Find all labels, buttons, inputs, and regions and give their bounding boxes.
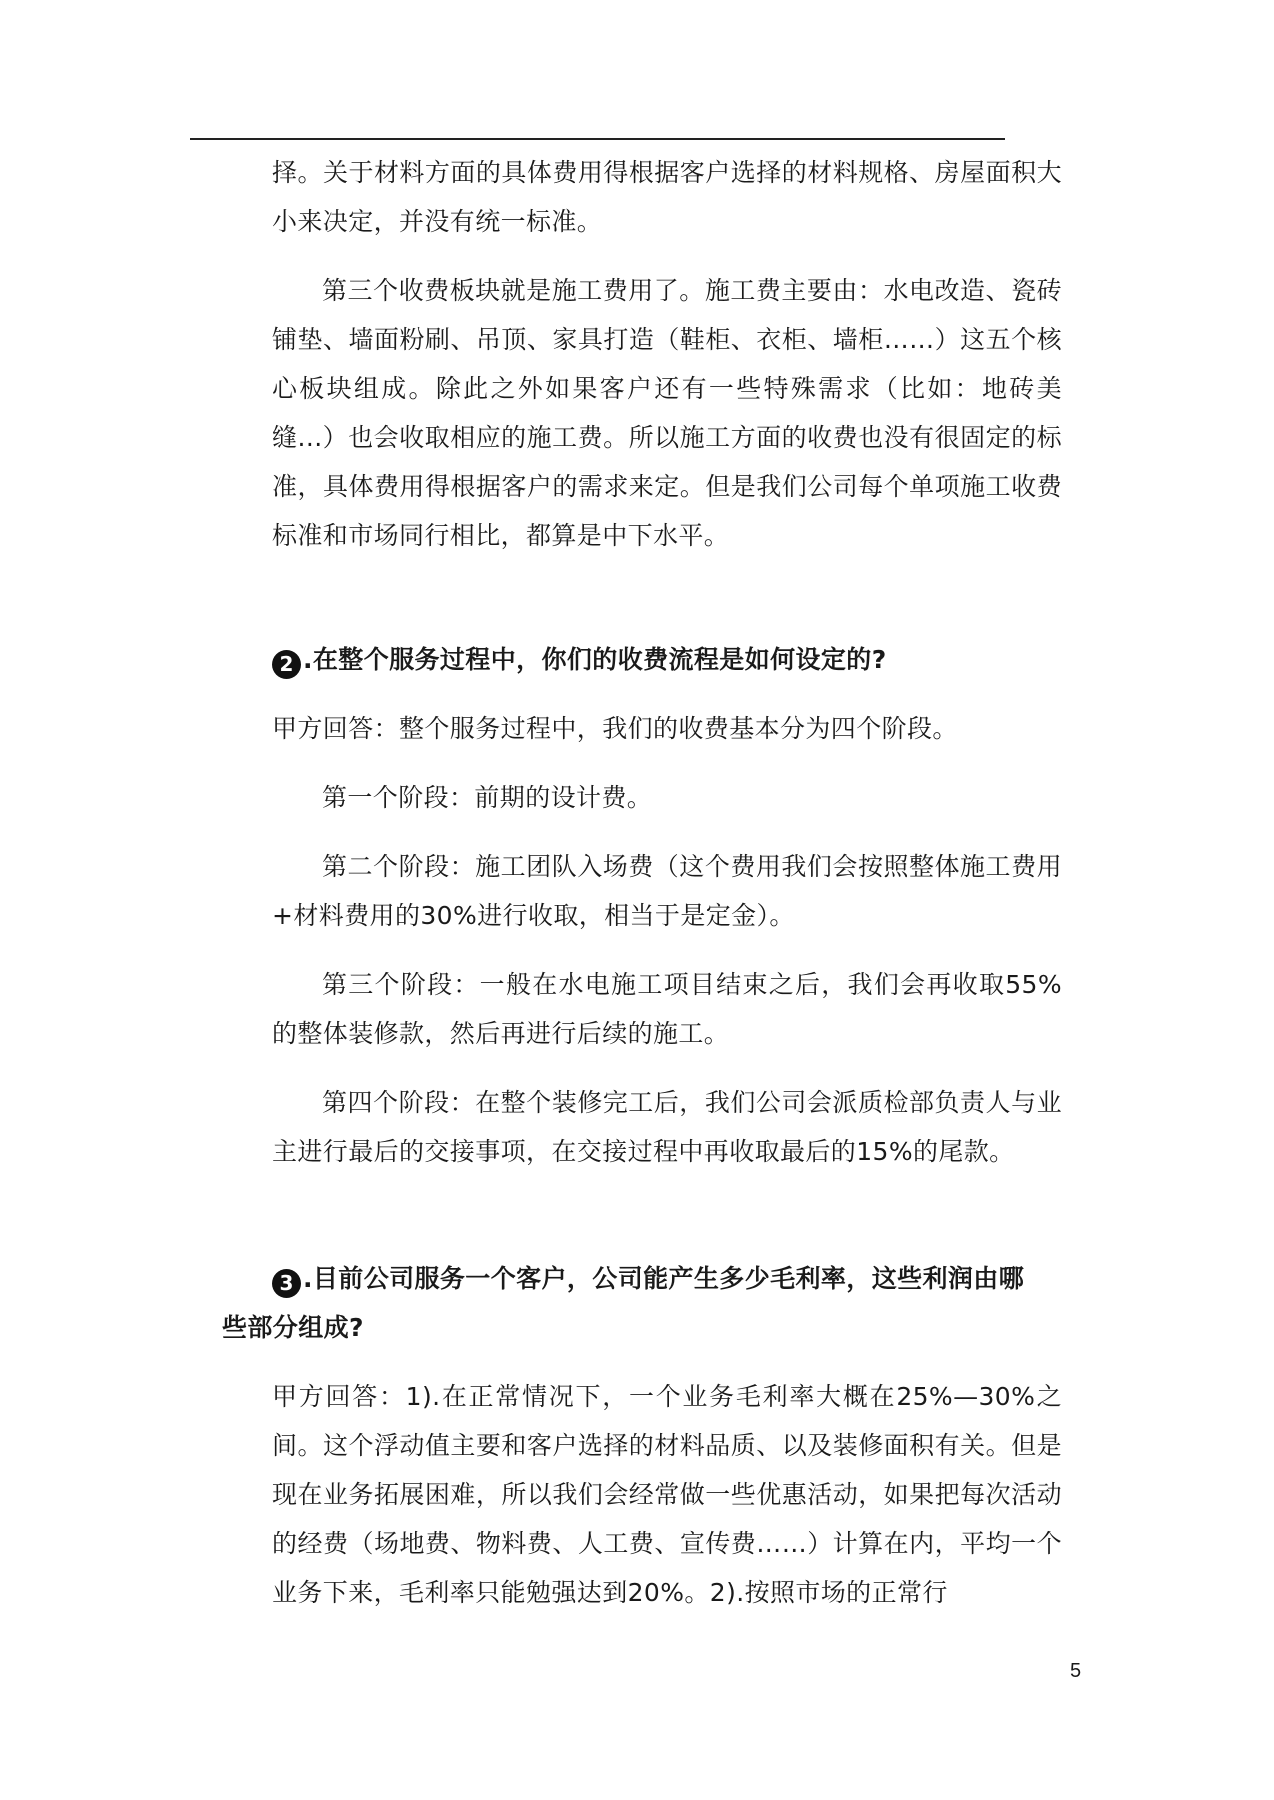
question-3-answer: 甲方回答：1).在正常情况下，一个业务毛利率大概在25%—30%之间。这个浮动值主要和客户选择的材料品质、以及装修面积有关。但是现在业务拓展困难，所以我们会经常做一些优惠活动，如果把每次活动的经费（场地费、物料费、人工费、宣传费……）计算在内，平均一个业务下来，毛利率只能勉强达到20%。2).按照市场的正常行 [272,1382,1062,1607]
question-2-heading [272,635,1062,684]
question-2-stage-1: 第一个阶段：前期的设计费。 [322,783,653,812]
question-2-title: .在整个服务过程中，你们的收费流程是如何设定的? [303,645,887,674]
question-2-stage-4: 第四个阶段：在整个装修完工后，我们公司会派质检部负责人与业主进行最后的交接事项，在交接过程中再收取最后的15%的尾款。 [272,1088,1062,1166]
paragraph-construction-cost: 第三个收费板块就是施工费用了。施工费主要由：水电改造、瓷砖铺垫、墙面粉刷、吊顶、家具打造（鞋柜、衣柜、墙柜……）这五个核心板块组成。除此之外如果客户还有一些特殊需求（比如：地砖美缝...）也会收取相应的施工费。所以施工方面的收费也没有很固定的标准，具体费用得根据客户的需求来定。但是我们公司每个单项施工收费标准和市场同行相比，都算是中下水平。 [272,276,1062,550]
paragraph-material-cost: 择。关于材料方面的具体费用得根据客户选择的材料规格、房屋面积大小来决定，并没有统一标准。 [272,158,1062,236]
question-2-stage-3: 第三个阶段：一般在水电施工项目结束之后，我们会再收取55%的整体装修款，然后再进行后续的施工。 [272,970,1062,1048]
question-2-stage-2: 第二个阶段：施工团队入场费（这个费用我们会按照整体施工费用+材料费用的30%进行收取，相当于是定金）。 [272,852,1062,930]
page-body [222,148,1062,1617]
header-rule [190,138,1005,140]
number-2-badge-icon: 2 [272,650,301,679]
question-3-heading [222,1254,1062,1352]
question-2-answer-intro: 甲方回答：整个服务过程中，我们的收费基本分为四个阶段。 [272,714,958,743]
question-3-title-line-2: 些部分组成? [222,1313,364,1342]
page-number: 5 [1070,1660,1082,1682]
question-3-title-line-1: .目前公司服务一个客户，公司能产生多少毛利率，这些利润由哪 [303,1264,1025,1293]
number-3-badge-icon: 3 [272,1269,301,1298]
